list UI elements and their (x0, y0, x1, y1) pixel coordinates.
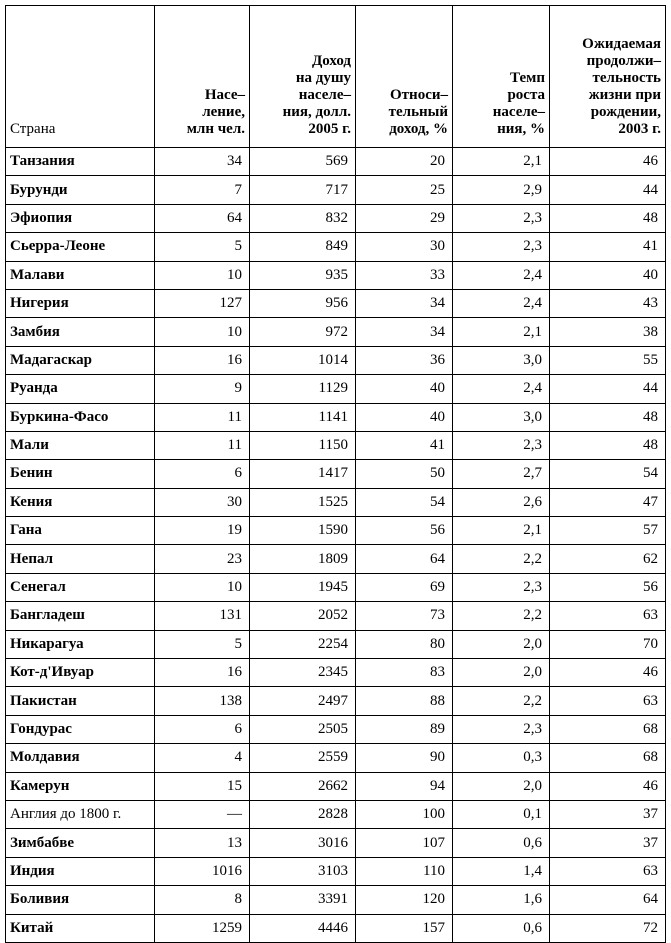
cell-relative-income: 50 (356, 460, 453, 488)
cell-relative-income: 34 (356, 289, 453, 317)
cell-relative-income: 41 (356, 431, 453, 459)
cell-income: 935 (250, 261, 356, 289)
table-row (6, 687, 666, 715)
cell-population: 16 (155, 659, 250, 687)
cell-population: 34 (155, 148, 250, 176)
header-population (155, 6, 250, 148)
cell-income: 972 (250, 318, 356, 346)
cell-life-expectancy: 64 (550, 886, 666, 914)
table-row (6, 403, 666, 431)
header-growth (453, 6, 550, 148)
cell-country: Кения (6, 488, 155, 516)
cell-growth: 2,3 (453, 233, 550, 261)
cell-growth: 2,3 (453, 573, 550, 601)
cell-population: 16 (155, 346, 250, 374)
cell-relative-income: 36 (356, 346, 453, 374)
cell-population: 30 (155, 488, 250, 516)
cell-growth: 2,3 (453, 204, 550, 232)
cell-life-expectancy: 41 (550, 233, 666, 261)
cell-life-expectancy: 48 (550, 403, 666, 431)
cell-relative-income: 157 (356, 914, 453, 942)
cell-relative-income: 20 (356, 148, 453, 176)
cell-life-expectancy: 63 (550, 687, 666, 715)
header-line: млн чел. (186, 121, 245, 137)
cell-relative-income: 40 (356, 375, 453, 403)
cell-country: Сенегал (6, 573, 155, 601)
cell-population: 64 (155, 204, 250, 232)
table-row (6, 772, 666, 800)
cell-country: Камерун (6, 772, 155, 800)
cell-relative-income: 120 (356, 886, 453, 914)
cell-country: Бангладеш (6, 602, 155, 630)
cell-life-expectancy: 44 (550, 375, 666, 403)
cell-population: 4 (155, 744, 250, 772)
cell-growth: 2,1 (453, 517, 550, 545)
cell-country: Малави (6, 261, 155, 289)
cell-population: 138 (155, 687, 250, 715)
header-line: Ожидаемая (582, 36, 661, 52)
cell-life-expectancy: 70 (550, 630, 666, 658)
cell-population: 19 (155, 517, 250, 545)
cell-growth: 2,4 (453, 375, 550, 403)
cell-population: 6 (155, 460, 250, 488)
header-line: населе– (492, 104, 545, 120)
cell-population: 15 (155, 772, 250, 800)
header-line: Насе– (204, 87, 245, 103)
cell-country: Нигерия (6, 289, 155, 317)
cell-income: 2052 (250, 602, 356, 630)
cell-life-expectancy: 56 (550, 573, 666, 601)
cell-relative-income: 89 (356, 715, 453, 743)
table-row (6, 573, 666, 601)
cell-relative-income: 107 (356, 829, 453, 857)
cell-income: 4446 (250, 914, 356, 942)
cell-population: 131 (155, 602, 250, 630)
cell-relative-income: 30 (356, 233, 453, 261)
cell-population: 127 (155, 289, 250, 317)
cell-growth: 2,1 (453, 148, 550, 176)
header-life-expectancy (550, 6, 666, 148)
cell-population: 11 (155, 403, 250, 431)
table-row (6, 659, 666, 687)
table-row (6, 630, 666, 658)
cell-income: 3016 (250, 829, 356, 857)
cell-country: Эфиопия (6, 204, 155, 232)
cell-income: 2254 (250, 630, 356, 658)
table-row (6, 914, 666, 942)
header-line: населе– (298, 87, 351, 103)
header-line: тельный (388, 104, 448, 120)
cell-country: Замбия (6, 318, 155, 346)
cell-country: Руанда (6, 375, 155, 403)
cell-income: 1945 (250, 573, 356, 601)
header-country (6, 6, 155, 148)
cell-life-expectancy: 46 (550, 772, 666, 800)
cell-income: 2497 (250, 687, 356, 715)
cell-relative-income: 73 (356, 602, 453, 630)
cell-growth: 2,0 (453, 772, 550, 800)
header-line: на душу (295, 70, 351, 86)
cell-life-expectancy: 63 (550, 602, 666, 630)
cell-growth: 2,2 (453, 687, 550, 715)
table-row (6, 289, 666, 317)
cell-country: Пакистан (6, 687, 155, 715)
cell-relative-income: 100 (356, 800, 453, 828)
table-row (6, 204, 666, 232)
cell-country: Сьерра-Леоне (6, 233, 155, 261)
cell-life-expectancy: 40 (550, 261, 666, 289)
header-line: ния, долл. (282, 104, 351, 120)
table-row (6, 148, 666, 176)
cell-relative-income: 33 (356, 261, 453, 289)
cell-country: Гондурас (6, 715, 155, 743)
cell-life-expectancy: 43 (550, 289, 666, 317)
cell-income: 2662 (250, 772, 356, 800)
cell-relative-income: 54 (356, 488, 453, 516)
cell-life-expectancy: 54 (550, 460, 666, 488)
cell-life-expectancy: 48 (550, 204, 666, 232)
cell-relative-income: 69 (356, 573, 453, 601)
table-row (6, 715, 666, 743)
table-row (6, 318, 666, 346)
cell-relative-income: 110 (356, 857, 453, 885)
cell-country: Мадагаскар (6, 346, 155, 374)
cell-growth: 2,6 (453, 488, 550, 516)
cell-income: 1150 (250, 431, 356, 459)
cell-relative-income: 34 (356, 318, 453, 346)
cell-population: 10 (155, 573, 250, 601)
cell-income: 2345 (250, 659, 356, 687)
cell-country: Китай (6, 914, 155, 942)
header-line: ление, (202, 104, 245, 120)
cell-growth: 2,0 (453, 659, 550, 687)
cell-country: Бурунди (6, 176, 155, 204)
cell-income: 849 (250, 233, 356, 261)
cell-country: Бенин (6, 460, 155, 488)
cell-income: 2559 (250, 744, 356, 772)
header-row (6, 6, 666, 148)
cell-life-expectancy: 68 (550, 744, 666, 772)
table-row (6, 460, 666, 488)
cell-country: Танзания (6, 148, 155, 176)
header-line: ния, % (497, 121, 545, 137)
cell-growth: 2,9 (453, 176, 550, 204)
cell-population: 1259 (155, 914, 250, 942)
cell-income: 3391 (250, 886, 356, 914)
data-table (5, 5, 666, 943)
cell-country: Боливия (6, 886, 155, 914)
cell-life-expectancy: 37 (550, 829, 666, 857)
cell-growth: 2,7 (453, 460, 550, 488)
table-row (6, 602, 666, 630)
cell-country: Англия до 1800 г. (6, 800, 155, 828)
cell-relative-income: 64 (356, 545, 453, 573)
cell-income: 1141 (250, 403, 356, 431)
cell-life-expectancy: 63 (550, 857, 666, 885)
cell-relative-income: 80 (356, 630, 453, 658)
cell-relative-income: 56 (356, 517, 453, 545)
cell-country: Непал (6, 545, 155, 573)
cell-population: 23 (155, 545, 250, 573)
table-row (6, 176, 666, 204)
cell-life-expectancy: 57 (550, 517, 666, 545)
cell-relative-income: 94 (356, 772, 453, 800)
cell-country: Индия (6, 857, 155, 885)
cell-income: 956 (250, 289, 356, 317)
table-row (6, 261, 666, 289)
header-relative-income (356, 6, 453, 148)
header-line: Темп (510, 70, 545, 86)
cell-income: 1590 (250, 517, 356, 545)
cell-life-expectancy: 62 (550, 545, 666, 573)
cell-growth: 0,3 (453, 744, 550, 772)
cell-income: 1129 (250, 375, 356, 403)
cell-country: Гана (6, 517, 155, 545)
header-line: рождении, (590, 104, 661, 120)
cell-growth: 0,6 (453, 914, 550, 942)
cell-country: Мали (6, 431, 155, 459)
cell-country: Буркина-Фасо (6, 403, 155, 431)
cell-life-expectancy: 48 (550, 431, 666, 459)
cell-life-expectancy: 55 (550, 346, 666, 374)
cell-income: 2505 (250, 715, 356, 743)
table-row (6, 233, 666, 261)
cell-population: — (155, 800, 250, 828)
cell-population: 5 (155, 630, 250, 658)
table-row (6, 744, 666, 772)
cell-income: 832 (250, 204, 356, 232)
header-line: Относи– (390, 87, 448, 103)
header-line: роста (507, 87, 545, 103)
header-line: Доход (311, 53, 351, 69)
cell-relative-income: 83 (356, 659, 453, 687)
cell-life-expectancy: 47 (550, 488, 666, 516)
header-line: доход, % (389, 121, 448, 137)
header-line: Страна (10, 121, 56, 137)
header-line: жизни при (588, 87, 661, 103)
cell-life-expectancy: 68 (550, 715, 666, 743)
cell-growth: 1,6 (453, 886, 550, 914)
table-row (6, 829, 666, 857)
cell-growth: 2,0 (453, 630, 550, 658)
cell-population: 8 (155, 886, 250, 914)
cell-population: 10 (155, 261, 250, 289)
cell-income: 1809 (250, 545, 356, 573)
header-line: 2005 г. (308, 121, 351, 137)
cell-life-expectancy: 44 (550, 176, 666, 204)
cell-population: 13 (155, 829, 250, 857)
cell-population: 5 (155, 233, 250, 261)
cell-life-expectancy: 46 (550, 659, 666, 687)
cell-growth: 2,4 (453, 289, 550, 317)
table-row (6, 545, 666, 573)
cell-income: 3103 (250, 857, 356, 885)
cell-country: Кот-д'Ивуар (6, 659, 155, 687)
table-body (6, 148, 666, 943)
cell-relative-income: 29 (356, 204, 453, 232)
cell-income: 1417 (250, 460, 356, 488)
cell-growth: 0,1 (453, 800, 550, 828)
cell-growth: 1,4 (453, 857, 550, 885)
cell-life-expectancy: 38 (550, 318, 666, 346)
cell-country: Зимбабве (6, 829, 155, 857)
cell-growth: 0,6 (453, 829, 550, 857)
cell-life-expectancy: 37 (550, 800, 666, 828)
cell-income: 569 (250, 148, 356, 176)
cell-growth: 2,1 (453, 318, 550, 346)
table-row (6, 488, 666, 516)
cell-country: Молдавия (6, 744, 155, 772)
cell-country: Никарагуа (6, 630, 155, 658)
table-row (6, 886, 666, 914)
table-row (6, 800, 666, 828)
header-income (250, 6, 356, 148)
cell-growth: 3,0 (453, 346, 550, 374)
cell-growth: 2,2 (453, 545, 550, 573)
cell-life-expectancy: 46 (550, 148, 666, 176)
cell-population: 1016 (155, 857, 250, 885)
header-line: тельность (592, 70, 661, 86)
cell-population: 9 (155, 375, 250, 403)
cell-population: 6 (155, 715, 250, 743)
cell-growth: 2,3 (453, 431, 550, 459)
table-row (6, 431, 666, 459)
cell-income: 1014 (250, 346, 356, 374)
cell-income: 1525 (250, 488, 356, 516)
cell-relative-income: 25 (356, 176, 453, 204)
table-row (6, 346, 666, 374)
header-line: продолжи– (586, 53, 661, 69)
cell-life-expectancy: 72 (550, 914, 666, 942)
header-line: 2003 г. (618, 121, 661, 137)
cell-income: 717 (250, 176, 356, 204)
cell-relative-income: 90 (356, 744, 453, 772)
cell-population: 10 (155, 318, 250, 346)
cell-population: 11 (155, 431, 250, 459)
cell-income: 2828 (250, 800, 356, 828)
cell-growth: 2,2 (453, 602, 550, 630)
cell-relative-income: 88 (356, 687, 453, 715)
cell-relative-income: 40 (356, 403, 453, 431)
table-row (6, 375, 666, 403)
cell-growth: 3,0 (453, 403, 550, 431)
table-row (6, 517, 666, 545)
cell-population: 7 (155, 176, 250, 204)
table-row (6, 857, 666, 885)
cell-growth: 2,3 (453, 715, 550, 743)
cell-growth: 2,4 (453, 261, 550, 289)
